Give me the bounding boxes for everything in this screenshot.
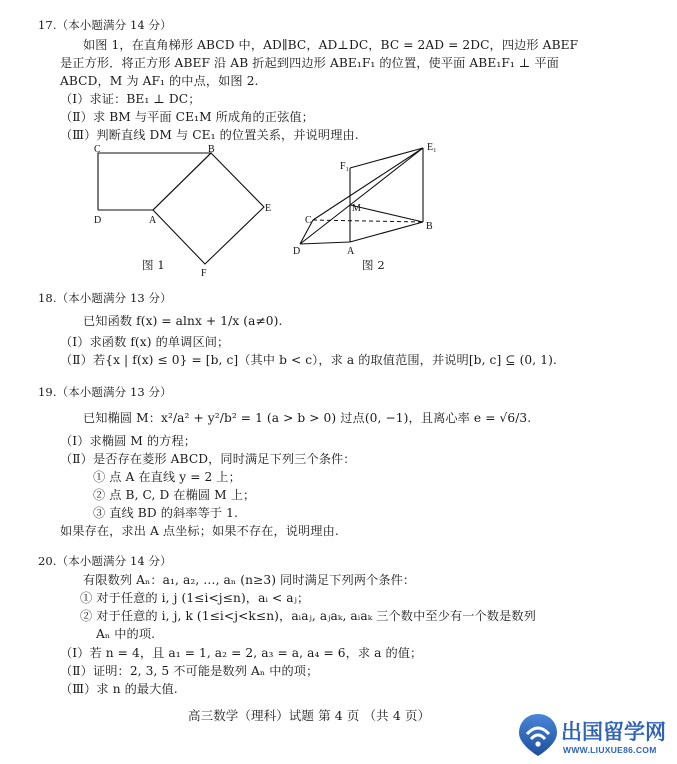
q17-part2: （Ⅱ）求 BM 与平面 CE₁M 所成角的正弦值； [60, 110, 314, 124]
q19-cond1: ① 点 A 在直线 y = 2 上； [93, 470, 241, 484]
q19-header: 19.（本小题满分 13 分） [38, 385, 172, 399]
figure-2-caption: 图 2 [362, 258, 385, 272]
q19-cond3: ③ 直线 BD 的斜率等于 1. [93, 506, 238, 520]
fig1-label-d: D [94, 215, 102, 226]
q20-line1: 有限数列 Aₙ：a₁, a₂, …, aₙ (n≥3) 同时满足下列两个条件： [83, 573, 416, 587]
watermark-url-text: WWW.LIUXUE86.COM [563, 745, 657, 755]
figure-1-caption: 图 1 [142, 258, 165, 272]
q17-part3: （Ⅲ）判断直线 DM 与 CE₁ 的位置关系，并说明理由. [60, 128, 359, 142]
fig2-label-d: D [293, 246, 301, 257]
q17-line2: 是正方形．将正方形 ABEF 沿 AB 折起到四边形 ABE₁F₁ 的位置，使平面 ABE₁F₁ ⊥ 平面 [60, 56, 559, 70]
fig1-label-e: E [265, 203, 272, 214]
fig2-label-b: B [426, 221, 433, 232]
fig2-label-f1: F₁ [340, 161, 350, 172]
q19-line1: 已知椭圆 M：x²/a² + y²/b² = 1 (a > b > 0) 过点(0, −1)，且离心率 e = √6/3. [83, 411, 532, 425]
watermark-brand-text: 出国留学网 [561, 721, 666, 744]
fig2-label-a: A [347, 246, 355, 257]
q19-part2: （Ⅱ）是否存在菱形 ABCD，同时满足下列三个条件： [60, 452, 356, 466]
q17-header: 17.（本小题满分 14 分） [38, 18, 172, 32]
q20-cond1: ① 对于任意的 i, j (1≤i<j≤n)，aᵢ < aⱼ； [80, 591, 310, 605]
q20-part3: （Ⅲ）求 n 的最大值. [60, 682, 178, 696]
fig1-label-c: C [94, 145, 101, 155]
q18-line1: 已知函数 f(x) = alnx + 1/x (a≠0). [83, 314, 283, 328]
fig1-label-f: F [201, 268, 207, 277]
figure-1-diagram [88, 145, 288, 277]
q20-cond2a: ② 对于任意的 i, j, k (1≤i<j<k≤n)，aᵢaⱼ, aⱼaₖ, aᵢaₖ 三个数中至少有一个数是数列 [80, 609, 536, 623]
q20-part1: （Ⅰ）若 n = 4，且 a₁ = 1, a₂ = 2, a₃ = a, a₄ = 6，求 a 的值； [60, 646, 423, 660]
fig2-label-c: C [305, 215, 312, 226]
figure-2-diagram [290, 140, 440, 258]
q18-part1: （Ⅰ）求函数 f(x) 的单调区间； [60, 335, 230, 349]
q19-line2: 如果存在，求出 A 点坐标；如果不存在，说明理由. [60, 524, 339, 538]
q19-cond2: ② 点 B, C, D 在椭圆 M 上； [93, 488, 256, 502]
fig2-label-m: M [352, 203, 361, 214]
square-abef [153, 153, 264, 264]
watermark-logo-icon [517, 712, 559, 758]
trapezoid-abcd [98, 153, 211, 210]
page-footer: 高三数学（理科）试题 第 4 页 （共 4 页） [188, 708, 431, 723]
q17-part1: （Ⅰ）求证：BE₁ ⊥ DC； [60, 92, 201, 106]
q17-line1: 如图 1，在直角梯形 ABCD 中，AD∥BC，AD⊥DC，BC = 2AD = 2DC，四边形 ABEF [83, 38, 579, 52]
q20-header: 20.（本小题满分 14 分） [38, 554, 172, 568]
q20-part2: （Ⅱ）证明：2, 3, 5 不可能是数列 Aₙ 中的项； [60, 664, 319, 678]
q18-part2: （Ⅱ）若{x | f(x) ≤ 0} = [b, c]（其中 b < c），求 a 的取值范围，并说明[b, c] ⊆ (0, 1). [60, 353, 557, 367]
q17-line3: ABCD，M 为 AF₁ 的中点，如图 2. [60, 74, 259, 88]
fig1-label-b: B [208, 145, 215, 155]
q18-header: 18.（本小题满分 13 分） [38, 291, 172, 305]
q20-cond2b: Aₙ 中的项. [96, 627, 156, 641]
q19-part1: （Ⅰ）求椭圆 M 的方程； [60, 434, 197, 448]
fig1-label-a: A [149, 215, 157, 226]
fig2-label-e1: E₁ [427, 142, 437, 153]
